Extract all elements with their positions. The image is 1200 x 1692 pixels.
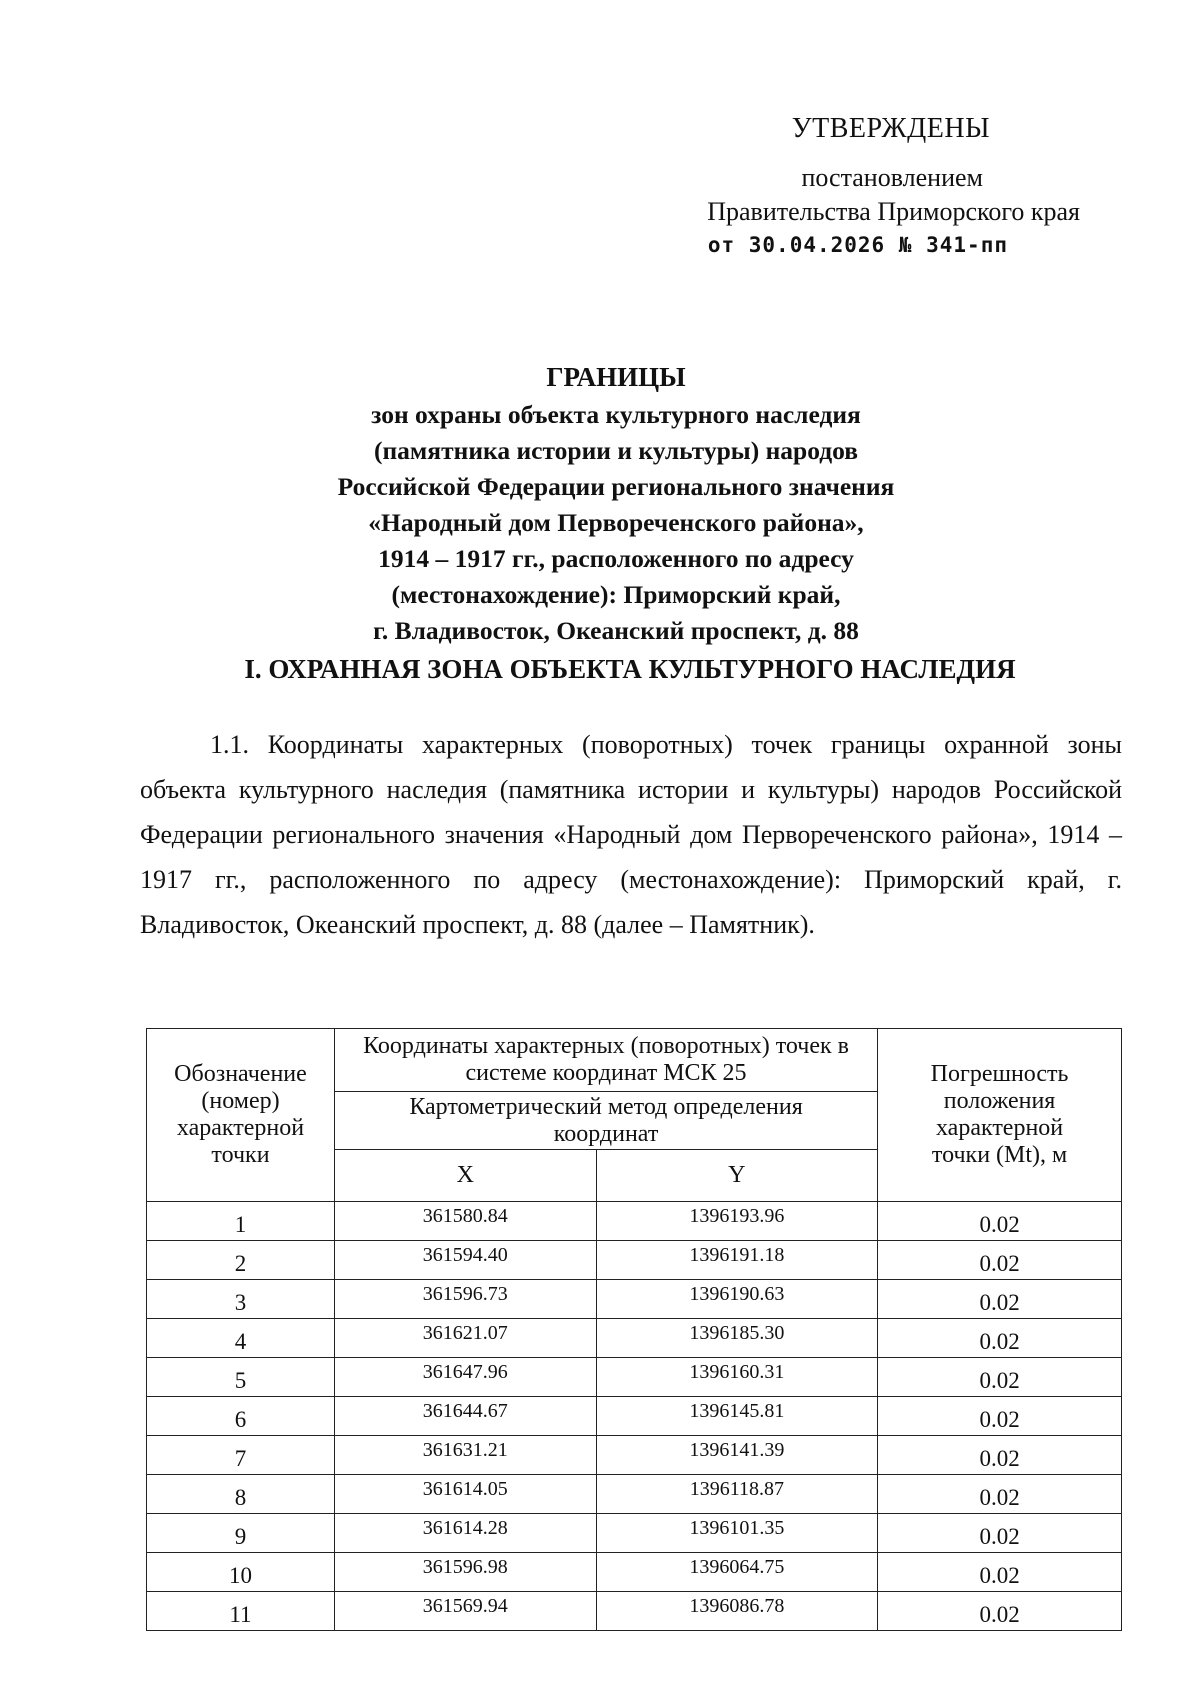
point-number-cell: 1 bbox=[147, 1202, 335, 1241]
table-row bbox=[147, 1280, 1122, 1319]
y-coordinate-cell: 1396118.87 bbox=[596, 1475, 878, 1514]
table-row bbox=[147, 1358, 1122, 1397]
x-coordinate-cell: 361644.67 bbox=[334, 1397, 596, 1436]
y-coordinate-cell: 1396101.35 bbox=[596, 1514, 878, 1553]
point-number-cell: 10 bbox=[147, 1553, 335, 1592]
table-row bbox=[147, 1397, 1122, 1436]
error-cell: 0.02 bbox=[878, 1358, 1122, 1397]
error-cell: 0.02 bbox=[878, 1397, 1122, 1436]
y-coordinate-cell: 1396141.39 bbox=[596, 1436, 878, 1475]
error-cell: 0.02 bbox=[878, 1280, 1122, 1319]
error-cell: 0.02 bbox=[878, 1202, 1122, 1241]
error-cell: 0.02 bbox=[878, 1319, 1122, 1358]
point-number-cell: 9 bbox=[147, 1514, 335, 1553]
y-coordinate-cell: 1396190.63 bbox=[596, 1280, 878, 1319]
error-cell: 0.02 bbox=[878, 1553, 1122, 1592]
error-cell: 0.02 bbox=[878, 1241, 1122, 1280]
x-coordinate-cell: 361596.73 bbox=[334, 1280, 596, 1319]
title-line: 1914 – 1917 гг., расположенного по адресу bbox=[378, 544, 854, 573]
error-cell: 0.02 bbox=[878, 1475, 1122, 1514]
approval-stamp bbox=[680, 105, 1080, 257]
x-coordinate-cell: 361647.96 bbox=[334, 1358, 596, 1397]
x-coordinate-cell: 361594.40 bbox=[334, 1241, 596, 1280]
title-line: «Народный дом Первореченского района», bbox=[368, 508, 864, 537]
x-coordinate-cell: 361596.98 bbox=[334, 1553, 596, 1592]
y-coordinate-cell: 1396191.18 bbox=[596, 1241, 878, 1280]
point-number-cell: 7 bbox=[147, 1436, 335, 1475]
y-coordinate-cell: 1396185.30 bbox=[596, 1319, 878, 1358]
point-number-cell: 4 bbox=[147, 1319, 335, 1358]
error-cell: 0.02 bbox=[878, 1592, 1122, 1631]
document-title bbox=[0, 357, 1200, 649]
y-coordinate-cell: 1396064.75 bbox=[596, 1553, 878, 1592]
y-coordinate-cell: 1396193.96 bbox=[596, 1202, 878, 1241]
coordinates-table bbox=[146, 1028, 1122, 1631]
header-method: Картометрический метод определения координат bbox=[334, 1092, 877, 1150]
x-coordinate-cell: 361614.28 bbox=[334, 1514, 596, 1553]
title-main: ГРАНИЦЫ bbox=[546, 362, 686, 392]
table-row bbox=[147, 1475, 1122, 1514]
section-heading: I. ОХРАННАЯ ЗОНА ОБЪЕКТА КУЛЬТУРНОГО НАСЛЕДИЯ bbox=[244, 654, 1016, 684]
table-row bbox=[147, 1553, 1122, 1592]
table-row bbox=[147, 1592, 1122, 1631]
point-number-cell: 11 bbox=[147, 1592, 335, 1631]
table-row bbox=[147, 1319, 1122, 1358]
title-line: зон охраны объекта культурного наследия bbox=[371, 400, 861, 429]
table-row bbox=[147, 1514, 1122, 1553]
point-number-cell: 5 bbox=[147, 1358, 335, 1397]
error-cell: 0.02 bbox=[878, 1514, 1122, 1553]
title-line: Российской Федерации регионального значения bbox=[337, 472, 895, 501]
table-row bbox=[147, 1436, 1122, 1475]
header-point: Обозначение (номер) характерной точки bbox=[147, 1029, 335, 1202]
paragraph-text: 1.1. Координаты характерных (поворотных) точек границы охранной зоны объекта культурного наследия (памятника истории и культуры) народов Российской Федерации регионального значения «Народный дом Первореченского района», 1914 – 1917 гг., расположенного по адресу (местонахождение): Приморский край, г. Владивосток, Океанский проспект, д. 88 (далее – Памятник). bbox=[140, 730, 1122, 939]
approval-date: от 30.04.2026 № 341-пп bbox=[707, 233, 1008, 257]
body-paragraph bbox=[140, 722, 1122, 947]
x-coordinate-cell: 361631.21 bbox=[334, 1436, 596, 1475]
x-coordinate-cell: 361621.07 bbox=[334, 1319, 596, 1358]
header-error: Погрешность положения характерной точки (Mt), м bbox=[878, 1029, 1122, 1202]
header-coords: Координаты характерных (поворотных) точек в системе координат МСК 25 bbox=[334, 1029, 877, 1092]
approval-heading: УТВЕРЖДЕНЫ bbox=[791, 113, 990, 144]
y-coordinate-cell: 1396086.78 bbox=[596, 1592, 878, 1631]
title-line: (памятника истории и культуры) народов bbox=[374, 436, 858, 465]
approval-line-1: постановлением bbox=[801, 163, 983, 192]
point-number-cell: 3 bbox=[147, 1280, 335, 1319]
table-row bbox=[147, 1241, 1122, 1280]
point-number-cell: 8 bbox=[147, 1475, 335, 1514]
x-coordinate-cell: 361569.94 bbox=[334, 1592, 596, 1631]
x-coordinate-cell: 361614.05 bbox=[334, 1475, 596, 1514]
y-coordinate-cell: 1396145.81 bbox=[596, 1397, 878, 1436]
point-number-cell: 2 bbox=[147, 1241, 335, 1280]
table-row bbox=[147, 1202, 1122, 1241]
x-coordinate-cell: 361580.84 bbox=[334, 1202, 596, 1241]
y-coordinate-cell: 1396160.31 bbox=[596, 1358, 878, 1397]
header-x: X bbox=[334, 1150, 596, 1202]
title-line: г. Владивосток, Океанский проспект, д. 88 bbox=[373, 616, 859, 645]
title-line: (местонахождение): Приморский край, bbox=[391, 580, 841, 609]
header-y: Y bbox=[596, 1150, 878, 1202]
error-cell: 0.02 bbox=[878, 1436, 1122, 1475]
point-number-cell: 6 bbox=[147, 1397, 335, 1436]
approval-line-2: Правительства Приморского края bbox=[707, 197, 1080, 226]
